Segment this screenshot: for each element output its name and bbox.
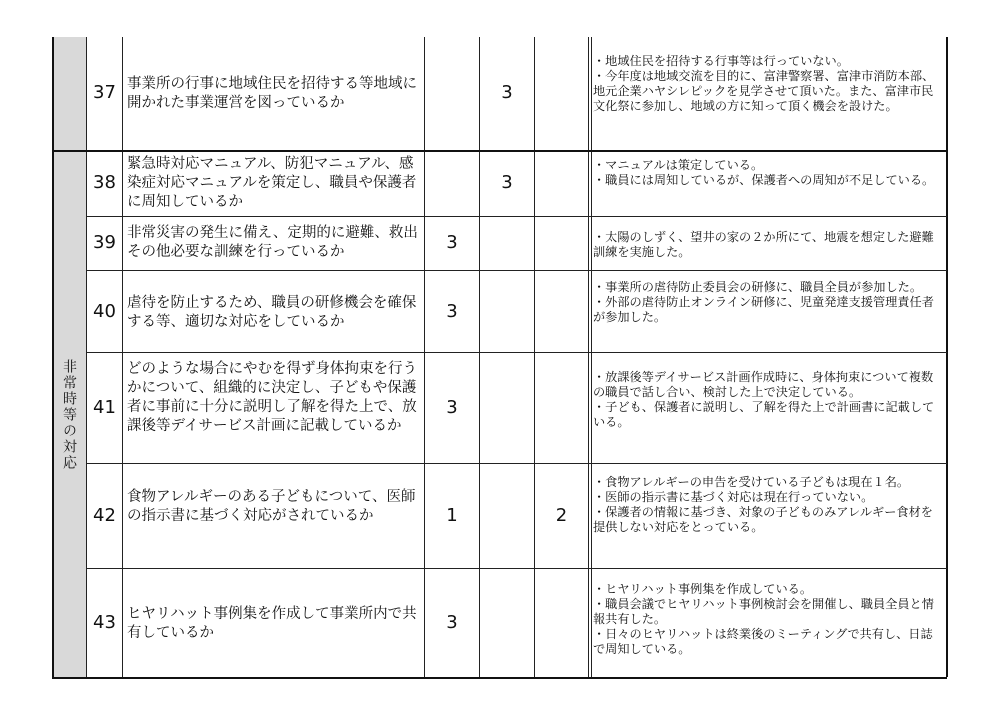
question-text: どのような場合にやむを得ず身体拘束を行うかについて、組織的に決定し、子どもや保護者に事前に十分に説明し了解を得た上で、放課後等デイサービス計画に記載しているか [127,361,417,434]
comment-line: ・食物アレルギーの申告を受けている子どもは現在１名。 [593,475,910,489]
comment-line: ・職員には周知しているが、保護者への周知が不足している。 [593,173,935,187]
comment-cell [593,230,939,260]
category-band-top [53,37,86,150]
question-text: 食物アレルギーのある子どもについて、医師の指示書に基づく対応がされているか [127,489,416,524]
question-text: 緊急時対応マニュアル、防犯マニュアル、感染症対応マニュアルを策定し、職員や保護者に周知しているか [127,156,417,210]
score-col2: 3 [501,172,513,193]
comment-line: ・今年度は地域交流を目的に、富津警察署、富津市消防本部、地元企業ハヤシレピックを見学させて頂いた。また、富津市民文化祭に参加し、地域の方に知って頂く機会を設けた。 [593,69,935,113]
comment-line: ・外部の虐待防止オンライン研修に、児童発達支援管理責任者が参加した。 [593,295,934,324]
row-number: 42 [93,505,116,526]
comment-cell [593,370,939,430]
comment-cell [593,158,939,188]
score-col1: 3 [446,301,458,322]
row-number: 43 [93,612,116,633]
comment-line: ・ヒヤリハット事例集を作成している。 [593,582,813,596]
comment-line: ・事業所の虐待防止委員会の研修に、職員全員が参加した。 [593,280,923,294]
question-text: 虐待を防止するため、職員の研修機会を確保する等、適切な対応をしているか [127,295,417,330]
comment-line: ・日々のヒヤリハットは終業後のミーティングで共有し、日誌で周知している。 [593,627,933,656]
score-col2: 3 [501,82,513,103]
score-col1: 1 [446,505,458,526]
question-text: 事業所の行事に地域住民を招待する等地域に開かれた事業運営を図っているか [127,76,417,111]
comment-line: ・職員会議でヒヤリハット事例検討会を開催し、職員全員と情報共有した。 [593,597,934,626]
row-number: 41 [93,397,116,418]
comment-line: ・地域住民を招待する行事等は行っていない。 [593,54,849,68]
comment-line: ・太陽のしずく、望井の家の２か所にて、地震を想定した避難訓練を実施した。 [593,230,934,259]
comment-line: ・マニュアルは策定している。 [593,158,764,172]
comment-cell [593,54,939,114]
row-number: 37 [93,82,116,103]
row-number: 38 [93,172,116,193]
comment-line: ・子ども、保護者に説明し、了解を得た上で計画書に記載している。 [593,400,935,429]
category-label: 非常時等の対応 [61,359,77,471]
score-col3: 2 [555,505,568,526]
row-number: 39 [93,232,116,253]
comment-cell [593,475,939,535]
comment-cell [593,582,939,657]
question-text: 非常災害の発生に備え、定期的に避難、救出その他必要な訓練を行っているか [127,225,418,260]
question-text: ヒヤリハット事例集を作成して事業所内で共有しているか [127,606,417,641]
score-col1: 3 [446,397,458,418]
comment-line: ・医師の指示書に基づく対応は現在行っていない。 [593,490,874,504]
score-col1: 3 [446,232,458,253]
comment-line: ・放課後等デイサービス計画作成時に、身体拘束について複数の職員で話し合い、検討した上で決定している。 [593,370,934,399]
comment-cell [593,280,939,325]
comment-line: ・保護者の情報に基づき、対象の子どものみアレルギー食材を提供しない対応をとっている。 [593,505,933,534]
row-number: 40 [93,301,116,322]
score-col1: 3 [446,612,458,633]
